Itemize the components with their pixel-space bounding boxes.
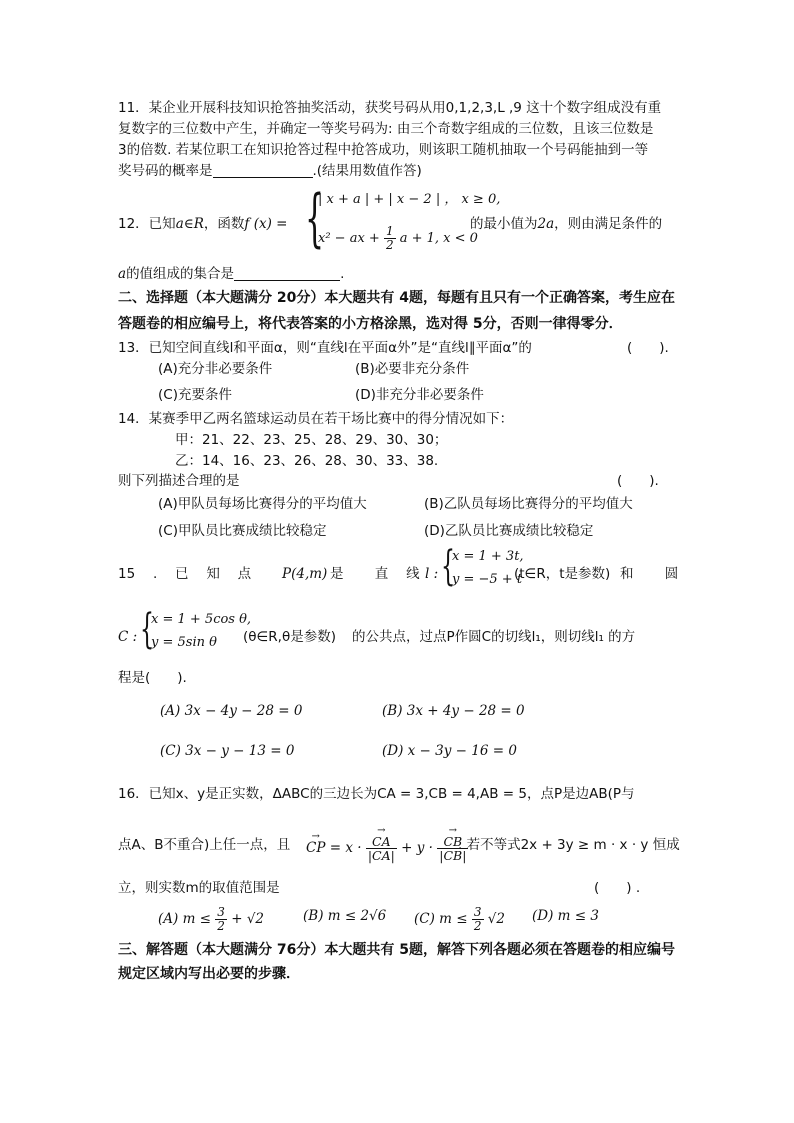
q16-option-a-pre: (A) m ≤ bbox=[158, 911, 211, 927]
q15-line-eq-2: y = −5 + t bbox=[452, 572, 523, 587]
q16-line-1: 16．已知x、y是正实数，ΔABC的三边长为CA = 3,CB = 4,AB = 5，点P是边AB(P与 bbox=[118, 786, 635, 802]
q12-func-label: ，函数 bbox=[203, 216, 245, 232]
q15-tail: 的公共点，过点P作圆C的切线l₁，则切线l₁ 的方 bbox=[352, 629, 636, 645]
q13-option-a[interactable]: (A)充分非必要条件 bbox=[158, 361, 273, 377]
q12-answer-blank[interactable] bbox=[234, 266, 340, 281]
q13-answer-paren[interactable]: ( ). bbox=[627, 340, 669, 356]
q16-option-a-fraction bbox=[215, 906, 227, 933]
q16-option-a-den: 2 bbox=[217, 919, 225, 933]
section-2-header-line-2: 答题卷的相应编号上，将代表答案的小方格涂黑，选对得 5分，否则一律得零分． bbox=[118, 316, 623, 332]
q12-lead bbox=[118, 214, 287, 234]
q16-option-c-num: 3 bbox=[473, 905, 482, 919]
q15-circle-eq-2: y = 5sin θ bbox=[151, 635, 217, 650]
q15-circle-label: C : bbox=[118, 629, 138, 645]
q15-option-c[interactable]: (C) 3x − y − 13 = 0 bbox=[160, 743, 295, 759]
q16-line-3: 立，则实数m的取值范围是 bbox=[118, 880, 280, 896]
q13-stem: 13．已知空间直线l和平面α，则“直线l在平面α外”是“直线l∥平面α”的 bbox=[118, 340, 532, 356]
q15-lead: 15 . 已 知 点 bbox=[118, 566, 252, 582]
q15-line-eq-1: x = 1 + 3t, bbox=[452, 549, 524, 564]
q12-half-den: 2 bbox=[385, 238, 394, 252]
q11-line-4 bbox=[118, 161, 422, 181]
q16-unit-ca bbox=[366, 835, 397, 862]
q12-tail-text-2: ，则由满足条件的 bbox=[554, 216, 663, 232]
q14-stem: 14．某赛季甲乙两名篮球运动员在若干场比赛中的得分情况如下： bbox=[118, 411, 514, 427]
q16-option-b[interactable]: (B) m ≤ 2√6 bbox=[303, 908, 387, 924]
q15-line-brace: { bbox=[441, 545, 455, 592]
q15-line-3: 程是( ). bbox=[118, 670, 187, 686]
q15-option-b[interactable]: (B) 3x + 4y − 28 = 0 bbox=[382, 703, 525, 719]
q16-vector-equation bbox=[306, 835, 468, 862]
q12-prompt: 的值组成的集合是 bbox=[126, 266, 235, 282]
q11-line-2: 复数字的三位数中产生，并确定一等奖号码为: 由三个奇数字组成的三位数，且该三位数是 bbox=[118, 121, 654, 137]
q12-tail-text: 的最小值为 bbox=[470, 216, 538, 232]
q16-answer-paren[interactable]: ( ) . bbox=[594, 880, 641, 896]
q16-line-2-lead: 点A、B不重合)上任一点，且 bbox=[118, 837, 291, 853]
q16-option-a[interactable] bbox=[158, 906, 264, 933]
q16-option-d[interactable]: (D) m ≤ 3 bbox=[532, 908, 599, 924]
q11-line-3: 3的倍数. 若某位职工在知识抢答过程中抢答成功，则该职工随机抽取一个号码能抽到一等 bbox=[118, 142, 649, 158]
q16-option-a-num: 3 bbox=[217, 905, 225, 919]
q15-mid: 是 直 线 bbox=[330, 566, 420, 582]
q16-option-a-post: + √2 bbox=[231, 911, 265, 927]
q12-number: 12．已知 bbox=[118, 216, 176, 232]
q12-period: . bbox=[340, 266, 345, 282]
q15-option-a[interactable]: (A) 3x − 4y − 28 = 0 bbox=[160, 703, 303, 719]
section-3-header-line-2: 规定区域内写出必要的步骤． bbox=[118, 966, 300, 982]
q12-piece-2-part-b: a + 1, x < 0 bbox=[399, 231, 478, 246]
q16-vector-cb: → CB bbox=[443, 835, 462, 848]
q16-norm-ca: |CA| bbox=[367, 848, 395, 863]
q16-option-c-fraction bbox=[472, 906, 484, 933]
q16-plus-y: + y · bbox=[401, 840, 433, 856]
q12-min-value: 2a bbox=[537, 216, 555, 232]
q12-half-fraction bbox=[384, 225, 396, 252]
q14-option-b[interactable]: (B)乙队员每场比赛得分的平均值大 bbox=[424, 496, 633, 512]
q12-piece-1: | x + a | + | x − 2 | ， x ≥ 0, bbox=[318, 192, 501, 207]
q14-ask: 则下列描述合理的是 bbox=[118, 473, 240, 489]
q16-option-c[interactable] bbox=[414, 906, 505, 933]
q13-option-d[interactable]: (D)非充分非必要条件 bbox=[355, 387, 484, 403]
q15-line-condition: (t∈R，t是参数) bbox=[514, 566, 611, 582]
q14-answer-paren[interactable]: ( ). bbox=[617, 473, 659, 489]
q15-and: 和 圆 bbox=[620, 566, 679, 582]
q12-var-a: a bbox=[118, 266, 127, 282]
q12-line-2 bbox=[118, 264, 344, 284]
q15-circle-brace: { bbox=[140, 608, 154, 655]
q12-tail bbox=[470, 214, 662, 234]
q12-piece-2 bbox=[318, 225, 478, 252]
section-2-header-line-1: 二、选择题（本大题满分 20分）本大题共有 4题，每题有且只有一个正确答案，考生应在 bbox=[118, 290, 675, 306]
q16-option-c-post: √2 bbox=[487, 911, 505, 927]
q16-option-c-den: 2 bbox=[473, 919, 482, 933]
q12-piece-2-part-a: x² − ax + bbox=[318, 231, 380, 246]
q14-scores-yi: 乙：14、16、23、26、28、30、33、38. bbox=[175, 453, 439, 469]
q15-circle-condition: (θ∈R,θ是参数) bbox=[243, 629, 336, 645]
q14-option-c[interactable]: (C)甲队员比赛成绩比较稳定 bbox=[158, 523, 327, 539]
q11-answer-blank[interactable] bbox=[213, 163, 313, 178]
q15-option-d[interactable]: (D) x − 3y − 16 = 0 bbox=[382, 743, 517, 759]
q16-line-2-tail: . 若不等式2x + 3y ≥ m · x · y 恒成 bbox=[458, 837, 680, 853]
q13-option-c[interactable]: (C)充要条件 bbox=[158, 387, 232, 403]
q12-half-num: 1 bbox=[385, 224, 394, 238]
q16-vector-cp: → CP bbox=[306, 838, 325, 858]
q11-prompt: 奖号码的概率是 bbox=[118, 163, 213, 179]
q14-scores-jia: 甲：21、22、23、25、28、29、30、30； bbox=[175, 432, 448, 448]
q16-eq-x: = x · bbox=[329, 840, 362, 856]
q16-option-c-pre: (C) m ≤ bbox=[414, 911, 468, 927]
q12-fx: f (x) = bbox=[244, 216, 288, 232]
q15-circle-eq-1: x = 1 + 5cos θ, bbox=[151, 612, 252, 627]
section-3-header-line-1: 三、解答题（本大题满分 76分）本大题共有 5题，解答下列各题必须在答题卷的相应编号 bbox=[118, 942, 675, 958]
q13-option-b[interactable]: (B)必要非充分条件 bbox=[355, 361, 470, 377]
q16-norm-cb: |CB| bbox=[439, 848, 467, 863]
q11-line-1: 11．某企业开展科技知识抢答抽奖活动，获奖号码从用0,1,2,3,L ,9 这十个数字组成没有重 bbox=[118, 100, 662, 116]
q15-line-label: l : bbox=[425, 566, 439, 582]
q12-piecewise-brace: { bbox=[305, 183, 325, 257]
q12-condition: a∈R bbox=[175, 216, 204, 232]
q11-note: .(结果用数值作答) bbox=[312, 163, 422, 179]
q14-option-a[interactable]: (A)甲队员每场比赛得分的平均值大 bbox=[158, 496, 367, 512]
q14-option-d[interactable]: (D)乙队员比赛成绩比较稳定 bbox=[424, 523, 594, 539]
q16-vector-ca: → CA bbox=[372, 835, 391, 848]
q15-point: P(4,m) bbox=[282, 566, 328, 582]
